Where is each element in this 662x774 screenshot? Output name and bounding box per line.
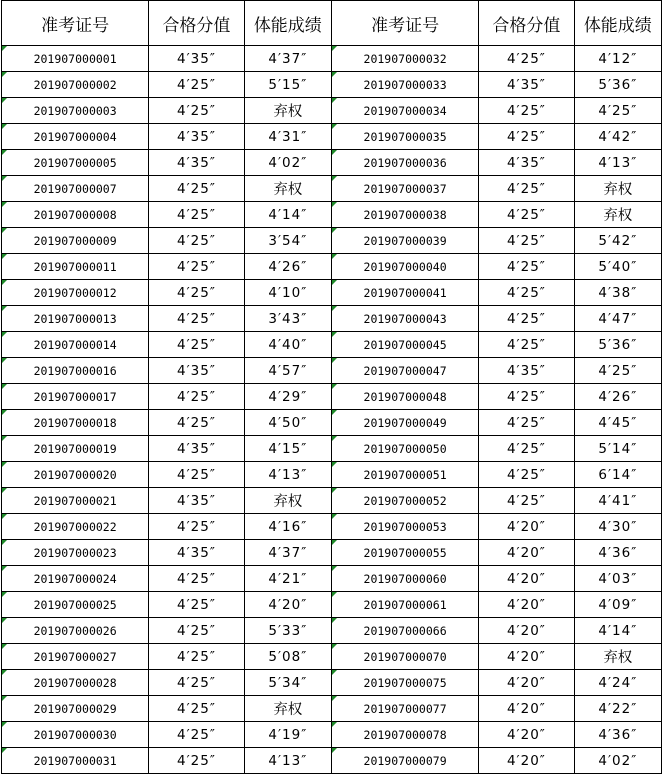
pass-standard-cell-right: 4′20″ [479,566,574,592]
exam-id-cell-right: 201907000070 [331,644,478,670]
fitness-result-cell-right: 4′36″ [574,722,661,748]
exam-id-cell-right: 201907000061 [331,592,478,618]
exam-id-cell-right: 201907000032 [331,46,478,72]
exam-id-cell-right: 201907000038 [331,202,478,228]
pass-standard-cell-left: 4′35″ [149,488,244,514]
pass-standard-cell-left: 4′25″ [149,384,244,410]
fitness-result-cell-left: 4′57″ [244,358,331,384]
pass-standard-cell-left: 4′35″ [149,150,244,176]
table-row [2,618,662,644]
header-pass-standard-right: 合格分值 [479,1,574,46]
fitness-result-cell-left: 弃权 [244,176,331,202]
table-row [2,124,662,150]
table-row [2,514,662,540]
pass-standard-cell-left: 4′35″ [149,46,244,72]
fitness-result-cell-right: 4′22″ [574,696,661,722]
fitness-result-cell-right: 弃权 [574,176,661,202]
fitness-result-cell-left: 弃权 [244,696,331,722]
table-row [2,150,662,176]
exam-id-cell-left: 201907000024 [2,566,149,592]
pass-standard-cell-left: 4′25″ [149,566,244,592]
score-table [1,0,662,774]
exam-id-cell-left: 201907000009 [2,228,149,254]
exam-id-cell-left: 201907000029 [2,696,149,722]
pass-standard-cell-right: 4′25″ [479,488,574,514]
fitness-result-cell-left: 4′37″ [244,46,331,72]
fitness-result-cell-left: 弃权 [244,98,331,124]
fitness-result-cell-right: 4′45″ [574,410,661,436]
header-fitness-result-left: 体能成绩 [244,1,331,46]
table-row [2,748,662,774]
exam-id-cell-left: 201907000016 [2,358,149,384]
fitness-result-cell-left: 4′29″ [244,384,331,410]
header-fitness-result-right: 体能成绩 [574,1,661,46]
exam-id-cell-right: 201907000052 [331,488,478,514]
fitness-result-cell-right: 4′42″ [574,124,661,150]
fitness-result-cell-right: 4′26″ [574,384,661,410]
table-row [2,202,662,228]
exam-id-cell-left: 201907000022 [2,514,149,540]
header-row [2,1,662,46]
pass-standard-cell-right: 4′35″ [479,72,574,98]
fitness-result-cell-left: 4′13″ [244,748,331,774]
pass-standard-cell-right: 4′35″ [479,358,574,384]
fitness-result-cell-right: 4′02″ [574,748,661,774]
pass-standard-cell-right: 4′20″ [479,618,574,644]
pass-standard-cell-right: 4′25″ [479,436,574,462]
exam-id-cell-right: 201907000045 [331,332,478,358]
pass-standard-cell-right: 4′25″ [479,228,574,254]
exam-id-cell-right: 201907000060 [331,566,478,592]
fitness-result-cell-left: 4′20″ [244,592,331,618]
table-row [2,254,662,280]
exam-id-cell-right: 201907000036 [331,150,478,176]
pass-standard-cell-right: 4′20″ [479,670,574,696]
exam-id-cell-left: 201907000005 [2,150,149,176]
exam-id-cell-right: 201907000051 [331,462,478,488]
table-row [2,722,662,748]
exam-id-cell-left: 201907000023 [2,540,149,566]
exam-id-cell-right: 201907000049 [331,410,478,436]
pass-standard-cell-right: 4′20″ [479,644,574,670]
table-body [2,46,662,774]
exam-id-cell-left: 201907000027 [2,644,149,670]
fitness-result-cell-right: 4′38″ [574,280,661,306]
exam-id-cell-right: 201907000050 [331,436,478,462]
pass-standard-cell-left: 4′25″ [149,618,244,644]
pass-standard-cell-right: 4′25″ [479,306,574,332]
exam-id-cell-right: 201907000041 [331,280,478,306]
pass-standard-cell-left: 4′35″ [149,540,244,566]
pass-standard-cell-right: 4′25″ [479,410,574,436]
exam-id-cell-right: 201907000035 [331,124,478,150]
pass-standard-cell-left: 4′25″ [149,98,244,124]
exam-id-cell-left: 201907000018 [2,410,149,436]
table-row [2,410,662,436]
exam-id-cell-right: 201907000077 [331,696,478,722]
pass-standard-cell-left: 4′25″ [149,644,244,670]
fitness-result-cell-right: 4′24″ [574,670,661,696]
pass-standard-cell-left: 4′25″ [149,306,244,332]
table-row [2,176,662,202]
pass-standard-cell-right: 4′25″ [479,46,574,72]
pass-standard-cell-left: 4′25″ [149,592,244,618]
exam-id-cell-right: 201907000066 [331,618,478,644]
fitness-result-cell-right: 4′14″ [574,618,661,644]
exam-id-cell-right: 201907000053 [331,514,478,540]
pass-standard-cell-left: 4′25″ [149,410,244,436]
fitness-result-cell-left: 4′13″ [244,462,331,488]
fitness-result-cell-right: 4′30″ [574,514,661,540]
pass-standard-cell-left: 4′25″ [149,72,244,98]
pass-standard-cell-left: 4′25″ [149,748,244,774]
pass-standard-cell-left: 4′25″ [149,280,244,306]
pass-standard-cell-left: 4′35″ [149,436,244,462]
pass-standard-cell-right: 4′20″ [479,514,574,540]
fitness-result-cell-left: 5′34″ [244,670,331,696]
exam-id-cell-left: 201907000028 [2,670,149,696]
exam-id-cell-right: 201907000055 [331,540,478,566]
fitness-result-cell-left: 4′37″ [244,540,331,566]
table-row [2,306,662,332]
table-row [2,696,662,722]
exam-id-cell-right: 201907000037 [331,176,478,202]
pass-standard-cell-right: 4′20″ [479,748,574,774]
exam-id-cell-right: 201907000048 [331,384,478,410]
exam-id-cell-left: 201907000021 [2,488,149,514]
pass-standard-cell-left: 4′25″ [149,722,244,748]
exam-id-cell-left: 201907000011 [2,254,149,280]
exam-id-cell-right: 201907000079 [331,748,478,774]
fitness-result-cell-right: 6′14″ [574,462,661,488]
table-row [2,436,662,462]
exam-id-cell-left: 201907000001 [2,46,149,72]
table-row [2,332,662,358]
fitness-result-cell-right: 4′13″ [574,150,661,176]
exam-id-cell-right: 201907000033 [331,72,478,98]
pass-standard-cell-left: 4′25″ [149,254,244,280]
table-row [2,566,662,592]
exam-id-cell-left: 201907000008 [2,202,149,228]
fitness-result-cell-right: 5′36″ [574,332,661,358]
fitness-result-cell-left: 5′15″ [244,72,331,98]
fitness-result-cell-right: 4′12″ [574,46,661,72]
pass-standard-cell-right: 4′25″ [479,332,574,358]
fitness-result-cell-left: 4′19″ [244,722,331,748]
exam-id-cell-left: 201907000031 [2,748,149,774]
exam-id-cell-right: 201907000078 [331,722,478,748]
table-row [2,462,662,488]
table-row [2,358,662,384]
fitness-result-cell-left: 4′02″ [244,150,331,176]
fitness-result-cell-left: 弃权 [244,488,331,514]
fitness-result-cell-left: 4′16″ [244,514,331,540]
exam-id-cell-left: 201907000025 [2,592,149,618]
pass-standard-cell-left: 4′35″ [149,124,244,150]
exam-id-cell-left: 201907000026 [2,618,149,644]
pass-standard-cell-left: 4′35″ [149,358,244,384]
pass-standard-cell-right: 4′25″ [479,202,574,228]
exam-id-cell-left: 201907000003 [2,98,149,124]
exam-id-cell-right: 201907000039 [331,228,478,254]
table-row [2,46,662,72]
fitness-result-cell-right: 4′25″ [574,98,661,124]
fitness-result-cell-right: 5′42″ [574,228,661,254]
table-row [2,280,662,306]
table-row [2,488,662,514]
fitness-result-cell-left: 4′15″ [244,436,331,462]
table-row [2,98,662,124]
fitness-result-cell-left: 4′14″ [244,202,331,228]
exam-id-cell-left: 201907000019 [2,436,149,462]
exam-id-cell-right: 201907000040 [331,254,478,280]
exam-id-cell-right: 201907000047 [331,358,478,384]
fitness-result-cell-left: 4′26″ [244,254,331,280]
pass-standard-cell-left: 4′25″ [149,514,244,540]
pass-standard-cell-right: 4′20″ [479,540,574,566]
pass-standard-cell-left: 4′25″ [149,176,244,202]
fitness-result-cell-left: 4′31″ [244,124,331,150]
exam-id-cell-left: 201907000013 [2,306,149,332]
exam-id-cell-left: 201907000014 [2,332,149,358]
fitness-result-cell-right: 4′03″ [574,566,661,592]
pass-standard-cell-right: 4′25″ [479,280,574,306]
pass-standard-cell-left: 4′25″ [149,670,244,696]
pass-standard-cell-left: 4′25″ [149,462,244,488]
table-row [2,72,662,98]
fitness-result-cell-left: 4′50″ [244,410,331,436]
table-row [2,670,662,696]
pass-standard-cell-right: 4′25″ [479,98,574,124]
table-row [2,644,662,670]
exam-id-cell-left: 201907000004 [2,124,149,150]
pass-standard-cell-right: 4′25″ [479,176,574,202]
table-row [2,384,662,410]
exam-id-cell-left: 201907000020 [2,462,149,488]
table-row [2,228,662,254]
fitness-result-cell-right: 5′14″ [574,436,661,462]
fitness-result-cell-right: 弃权 [574,202,661,228]
fitness-result-cell-right: 4′09″ [574,592,661,618]
exam-id-cell-right: 201907000034 [331,98,478,124]
fitness-result-cell-right: 4′47″ [574,306,661,332]
fitness-result-cell-left: 3′54″ [244,228,331,254]
pass-standard-cell-right: 4′25″ [479,462,574,488]
fitness-result-cell-right: 4′36″ [574,540,661,566]
pass-standard-cell-left: 4′25″ [149,696,244,722]
exam-id-cell-right: 201907000043 [331,306,478,332]
exam-id-cell-left: 201907000012 [2,280,149,306]
exam-id-cell-right: 201907000075 [331,670,478,696]
pass-standard-cell-right: 4′25″ [479,124,574,150]
fitness-result-cell-right: 4′41″ [574,488,661,514]
fitness-result-cell-right: 弃权 [574,644,661,670]
exam-id-cell-left: 201907000030 [2,722,149,748]
fitness-result-cell-right: 5′40″ [574,254,661,280]
exam-id-cell-left: 201907000007 [2,176,149,202]
fitness-result-cell-right: 5′36″ [574,72,661,98]
fitness-result-cell-left: 5′08″ [244,644,331,670]
pass-standard-cell-right: 4′25″ [479,254,574,280]
exam-id-cell-left: 201907000002 [2,72,149,98]
fitness-result-cell-left: 3′43″ [244,306,331,332]
pass-standard-cell-right: 4′25″ [479,384,574,410]
fitness-result-cell-left: 4′21″ [244,566,331,592]
fitness-result-cell-left: 5′33″ [244,618,331,644]
pass-standard-cell-left: 4′25″ [149,228,244,254]
pass-standard-cell-right: 4′20″ [479,696,574,722]
pass-standard-cell-right: 4′35″ [479,150,574,176]
pass-standard-cell-right: 4′20″ [479,722,574,748]
pass-standard-cell-right: 4′20″ [479,592,574,618]
pass-standard-cell-left: 4′25″ [149,202,244,228]
header-exam-id-left: 准考证号 [2,1,149,46]
header-pass-standard-left: 合格分值 [149,1,244,46]
pass-standard-cell-left: 4′25″ [149,332,244,358]
fitness-result-cell-right: 4′25″ [574,358,661,384]
fitness-result-cell-left: 4′40″ [244,332,331,358]
exam-id-cell-left: 201907000017 [2,384,149,410]
table-row [2,540,662,566]
header-exam-id-right: 准考证号 [331,1,478,46]
table-row [2,592,662,618]
fitness-result-cell-left: 4′10″ [244,280,331,306]
